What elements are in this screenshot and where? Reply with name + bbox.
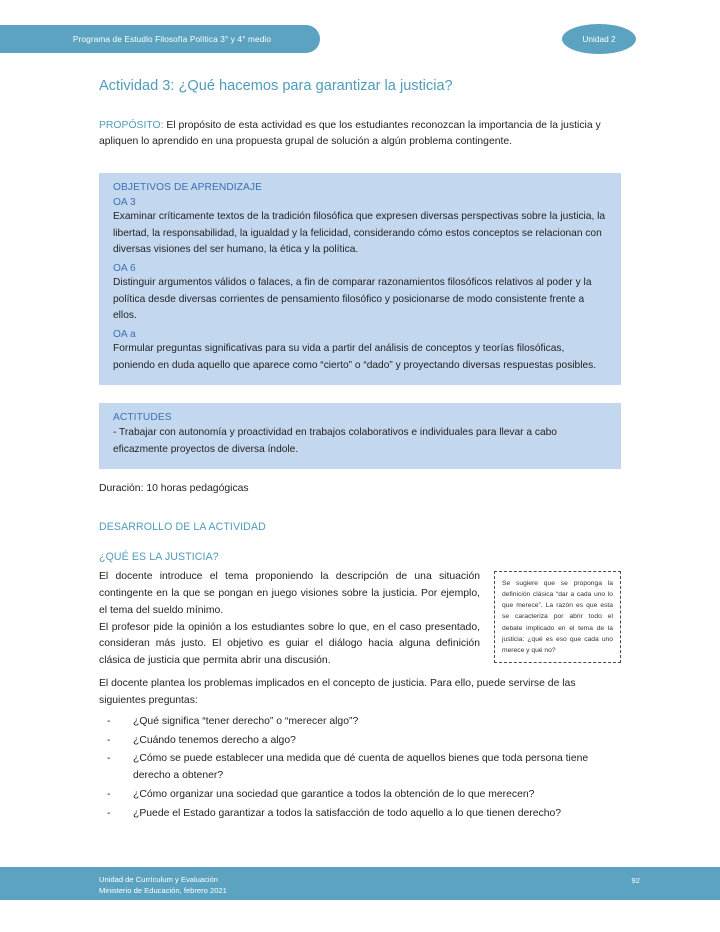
list-item	[99, 806, 621, 823]
objectives-box-heading: OBJETIVOS DE APRENDIZAJE	[113, 182, 263, 194]
footer-institution	[99, 874, 227, 896]
list-item	[99, 714, 621, 731]
objective-text-oaa: Formular preguntas significativas para su vida a partir del análisis de conceptos y teorías filosóficas, poniendo en duda aquello que aparece como “cierto” o “dado” y proyectando diversas respuestas posibles.	[113, 342, 597, 371]
list-item	[99, 787, 621, 804]
question-list	[99, 714, 621, 823]
question-text: ¿Qué significa “tener derecho” o “merecer algo”?	[133, 715, 359, 727]
purpose-paragraph	[99, 118, 621, 152]
question-text: ¿Cómo se puede establecer una medida que dé cuenta de aquellos bienes que toda persona tiene derecho a obtener?	[133, 753, 589, 782]
duration-text: Duración: 10 horas pedagógicas	[99, 483, 249, 495]
justice-subheading: ¿QUÉ ES LA JUSTICIA?	[99, 551, 219, 564]
objective-code-oa6: OA 6	[113, 263, 136, 275]
objective-text-oa3: Examinar críticamente textos de la tradición filosófica que expresen diversas perspectivas sobre la justicia, la libertad, la responsabilidad, la igualdad y la felicidad, considerando cómo estos conceptos se relacionan con diversas visiones del ser humano, la ética y la política.	[113, 211, 606, 256]
question-text: ¿Cómo organizar una sociedad que garantice a todos la obtención de lo que merecen?	[133, 789, 535, 801]
question-text: ¿Cuándo tenemos derecho a algo?	[133, 734, 296, 746]
program-header-label: Programa de Estudio Filosofía Política 3° y 4° medio	[72, 34, 272, 44]
attitudes-box-heading: ACTITUDES	[113, 412, 172, 424]
attitudes-text: - Trabajar con autonomía y proactividad en trabajos colaborativos e individuales para llevar a cabo eficazmente proyectos de diversa índole.	[113, 427, 557, 455]
bullet-dash-icon: -	[107, 734, 111, 746]
bullet-dash-icon: -	[107, 715, 111, 727]
unit-badge	[562, 24, 636, 54]
objectives-box	[99, 173, 621, 385]
objective-code-oaa: OA a	[113, 328, 136, 340]
development-paragraph-1: El docente introduce el tema proponiendo la descripción de una situación contingente en la que se pongan en juego visiones sobre la justicia. Por ejemplo, el tema del sueldo mínimo.	[99, 571, 480, 616]
development-paragraph-3: El docente plantea los problemas implicados en el concepto de justicia. Para ello, puede servirse de las siguientes preguntas:	[99, 678, 576, 706]
footer-line-1: Unidad de Currículum y Evaluación	[99, 875, 219, 884]
list-item	[99, 751, 621, 785]
page-content	[99, 78, 621, 825]
spacer	[99, 385, 621, 403]
objective-text-oa6: Distinguir argumentos válidos o falaces, a fin de comparar razonamientos filosóficos relativos al poder y la política desde diversas corrientes de pensamiento filosófico y posicionarse de modo consistente frente a ellos.	[113, 277, 592, 322]
program-header-bar	[0, 25, 320, 53]
question-text: ¿Puede el Estado garantizar a todos la satisfacción de todo aquello a lo que tienen derecho?	[133, 808, 562, 820]
purpose-label: PROPÓSITO:	[99, 119, 164, 131]
margin-note: Se sugiere que se proponga la definición clásica “dar a cada uno lo que merece”. La razón es que esta se caracteriza por abrir todo el debate implicado en el tema de la justicia: ¿qué es eso que cada uno merece y qué no?	[494, 571, 621, 663]
objective-code-oa3: OA 3	[113, 197, 136, 209]
development-heading: DESARROLLO DE LA ACTIVIDAD	[99, 521, 266, 534]
bullet-dash-icon: -	[107, 808, 111, 820]
page-number: 92	[631, 876, 640, 885]
list-item	[99, 733, 621, 750]
unit-badge-label: Unidad 2	[582, 34, 616, 44]
attitudes-box	[99, 403, 621, 469]
footer-line-2: Ministerio de Educación, febrero 2021	[99, 886, 227, 895]
bullet-dash-icon: -	[107, 753, 111, 765]
page-title: Actividad 3: ¿Qué hacemos para garantizar la justicia?	[99, 78, 453, 94]
bullet-dash-icon: -	[107, 789, 111, 801]
purpose-text: El propósito de esta actividad es que los estudiantes reconozcan la importancia de la justicia y apliquen lo aprendido en una propuesta grupal de solución a algún problema contingente.	[99, 119, 601, 148]
development-paragraph-2: El profesor pide la opinión a los estudiantes sobre lo que, en el caso presentado, consideran más justo. El objetivo es guiar el diálogo hacia alguna definición clásica de justicia que permita abrir una discusión.	[99, 621, 480, 667]
development-body	[99, 569, 621, 670]
